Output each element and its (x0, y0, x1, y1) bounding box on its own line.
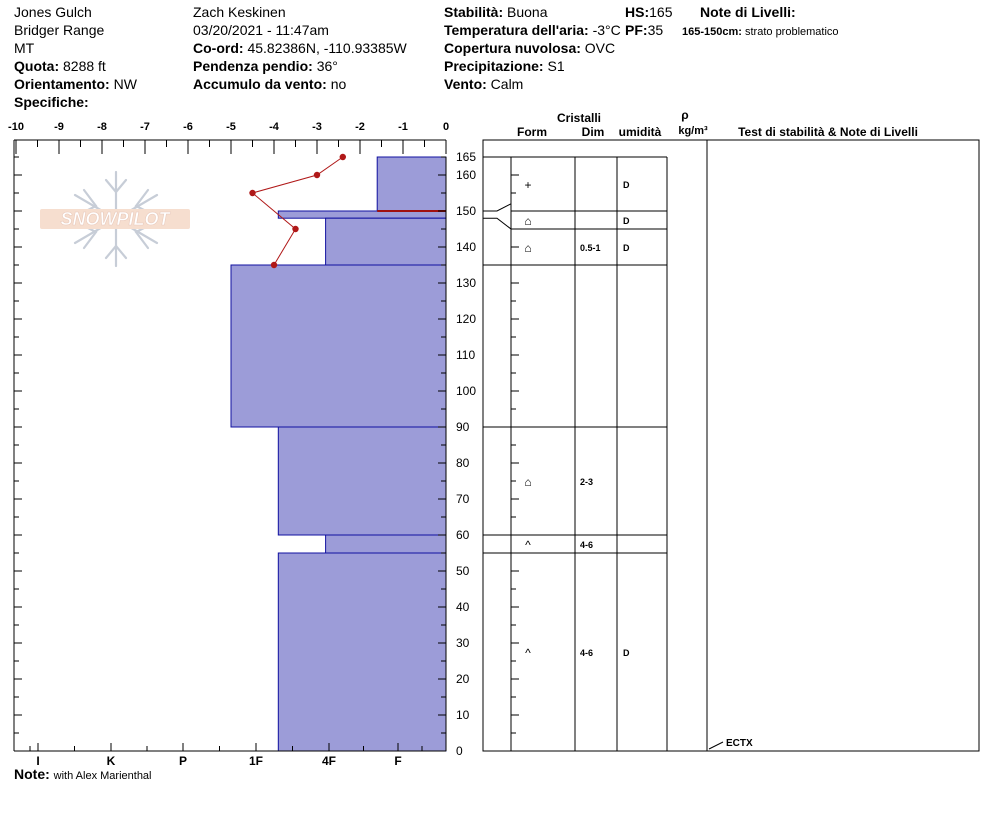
stability-value: Buona (507, 4, 548, 20)
temp-tick-label: -6 (183, 121, 193, 133)
layer-notes-title: Note di Livelli: (700, 4, 796, 20)
depth-tick-label: 30 (456, 636, 470, 650)
hardness-tick-label: I (36, 754, 40, 768)
temp-tick-label: -5 (226, 121, 236, 133)
temp-tick-label: -8 (97, 121, 107, 133)
hardness-tick-label: P (178, 754, 188, 768)
hardness-layer-bar (326, 218, 446, 265)
hardness-tick-label: 1F (248, 754, 264, 768)
depth-tick-label: 165 (456, 150, 477, 164)
air-temperature-label: Temperatura dell'aria: (444, 22, 589, 38)
stability-test-pointer (709, 742, 723, 749)
wind-label: Vento: (444, 76, 487, 92)
penetration-label: PF: (625, 22, 648, 38)
hardness-layer-bar (278, 553, 446, 751)
grain-form: ^ (525, 538, 531, 552)
depth-tick-label: 80 (456, 456, 470, 470)
grain-form: ⌂ (524, 214, 532, 228)
precipitation-label: Precipitazione: (444, 58, 544, 74)
depth-tick-label: 120 (456, 312, 477, 326)
depth-tick-label: 140 (456, 240, 477, 254)
depth-tick-label: 100 (456, 384, 477, 398)
aspect-value: NW (113, 76, 137, 92)
temp-tick-label: -1 (398, 121, 408, 133)
coordinates-value: 45.82386N, -110.93385W (247, 40, 407, 56)
snow-height-value: 165 (649, 4, 673, 20)
stability-test-label: ECTX (726, 738, 753, 749)
depth-tick-label: 110 (456, 348, 476, 362)
layer-connector (483, 218, 511, 229)
moisture-header: umidità (618, 125, 662, 139)
observer-name: Zach Keskinen (193, 4, 286, 20)
wind-loading-value: no (330, 76, 347, 92)
wind-loading-label: Accumulo da vento: (193, 76, 327, 92)
density-symbol: ρ (681, 108, 689, 122)
air-temperature-value: -3°C (592, 22, 621, 38)
aspect-label: Orientamento: (14, 76, 110, 92)
grain-form: + (524, 178, 532, 192)
temp-tick-label: -7 (140, 121, 150, 133)
stability-header: Test di stabilità & Note di Livelli (738, 125, 918, 139)
grain-size: 4-6 (580, 648, 594, 658)
snowpilot-logo (40, 172, 190, 266)
depth-tick-label: 20 (456, 672, 470, 686)
hardness-tick-label: K (106, 754, 116, 768)
wind-value: Calm (490, 76, 524, 92)
hardness-layer-bar (278, 211, 446, 218)
location-name: Jones Gulch (14, 4, 92, 20)
penetration-value: 35 (647, 22, 664, 38)
temperature-point (314, 172, 320, 178)
hardness-layer-bar (326, 535, 446, 553)
temp-tick-label: -9 (54, 121, 64, 133)
form-header: Form (517, 125, 547, 139)
temp-tick-label: -10 (8, 121, 24, 133)
depth-tick-label: 50 (456, 564, 470, 578)
snow-height-label: HS: (625, 4, 650, 20)
temp-tick-label: -2 (355, 121, 365, 133)
coordinates-label: Co-ord: (193, 40, 244, 56)
depth-tick-label: 90 (456, 420, 470, 434)
hardness-layer-bar (231, 265, 446, 427)
grain-size: 0.5-1 (580, 243, 601, 253)
sky-cover-label: Copertura nuvolosa: (444, 40, 581, 56)
precipitation-value: S1 (547, 58, 565, 74)
specifics-label: Specifiche: (14, 94, 89, 110)
state-name: MT (14, 40, 35, 56)
hardness-tick-label: 4F (321, 754, 337, 768)
density-unit: kg/m³ (678, 125, 708, 137)
moisture-value: D (623, 243, 630, 253)
observation-datetime: 03/20/2021 - 11:47am (193, 22, 329, 38)
moisture-value: D (623, 216, 630, 226)
temp-tick-label: -3 (312, 121, 322, 133)
logo-text: SNOWPILOT (60, 209, 170, 229)
table-frame (483, 140, 979, 751)
moisture-value: D (623, 180, 630, 190)
hardness-tick-label: F (394, 754, 402, 768)
depth-tick-label: 70 (456, 492, 470, 506)
footer-note-text: with Alex Marienthal (53, 770, 152, 782)
grain-size: 4-6 (580, 540, 594, 550)
temperature-point (340, 154, 346, 160)
grain-size: 2-3 (580, 477, 594, 487)
grain-form: ^ (525, 646, 531, 660)
temperature-point (292, 226, 298, 232)
hardness-layer-bar (278, 427, 446, 535)
layer-note-text: strato problematico (745, 26, 839, 38)
layer-note-depth: 165-150cm: (682, 26, 742, 38)
depth-tick-label: 40 (456, 600, 470, 614)
slope-angle-label: Pendenza pendio: (193, 58, 313, 74)
depth-tick-label: 0 (456, 744, 463, 758)
temp-tick-label: -4 (269, 121, 279, 133)
grain-form: ⌂ (524, 241, 532, 255)
moisture-value: D (623, 648, 630, 658)
sky-cover-value: OVC (584, 40, 616, 56)
depth-tick-label: 60 (456, 528, 470, 542)
grain-form: ⌂ (524, 475, 532, 489)
dim-header: Dim (581, 125, 605, 139)
depth-tick-label: 160 (456, 168, 477, 182)
slope-angle-value: 36° (316, 58, 338, 74)
depth-tick-label: 10 (456, 708, 470, 722)
stability-label: Stabilità: (444, 4, 504, 20)
footer-note-label: Note: (14, 766, 50, 782)
temperature-point (271, 262, 277, 268)
elevation-label: Quota: (14, 58, 60, 74)
hardness-layer-bar (377, 157, 446, 211)
elevation-value: 8288 ft (63, 58, 106, 74)
range-name: Bridger Range (14, 22, 105, 38)
temperature-point (249, 190, 255, 196)
depth-tick-label: 150 (456, 204, 477, 218)
layer-connector (483, 204, 511, 211)
depth-tick-label: 130 (456, 276, 477, 290)
temp-tick-label: 0 (442, 121, 450, 133)
crystals-header: Cristalli (556, 111, 602, 125)
